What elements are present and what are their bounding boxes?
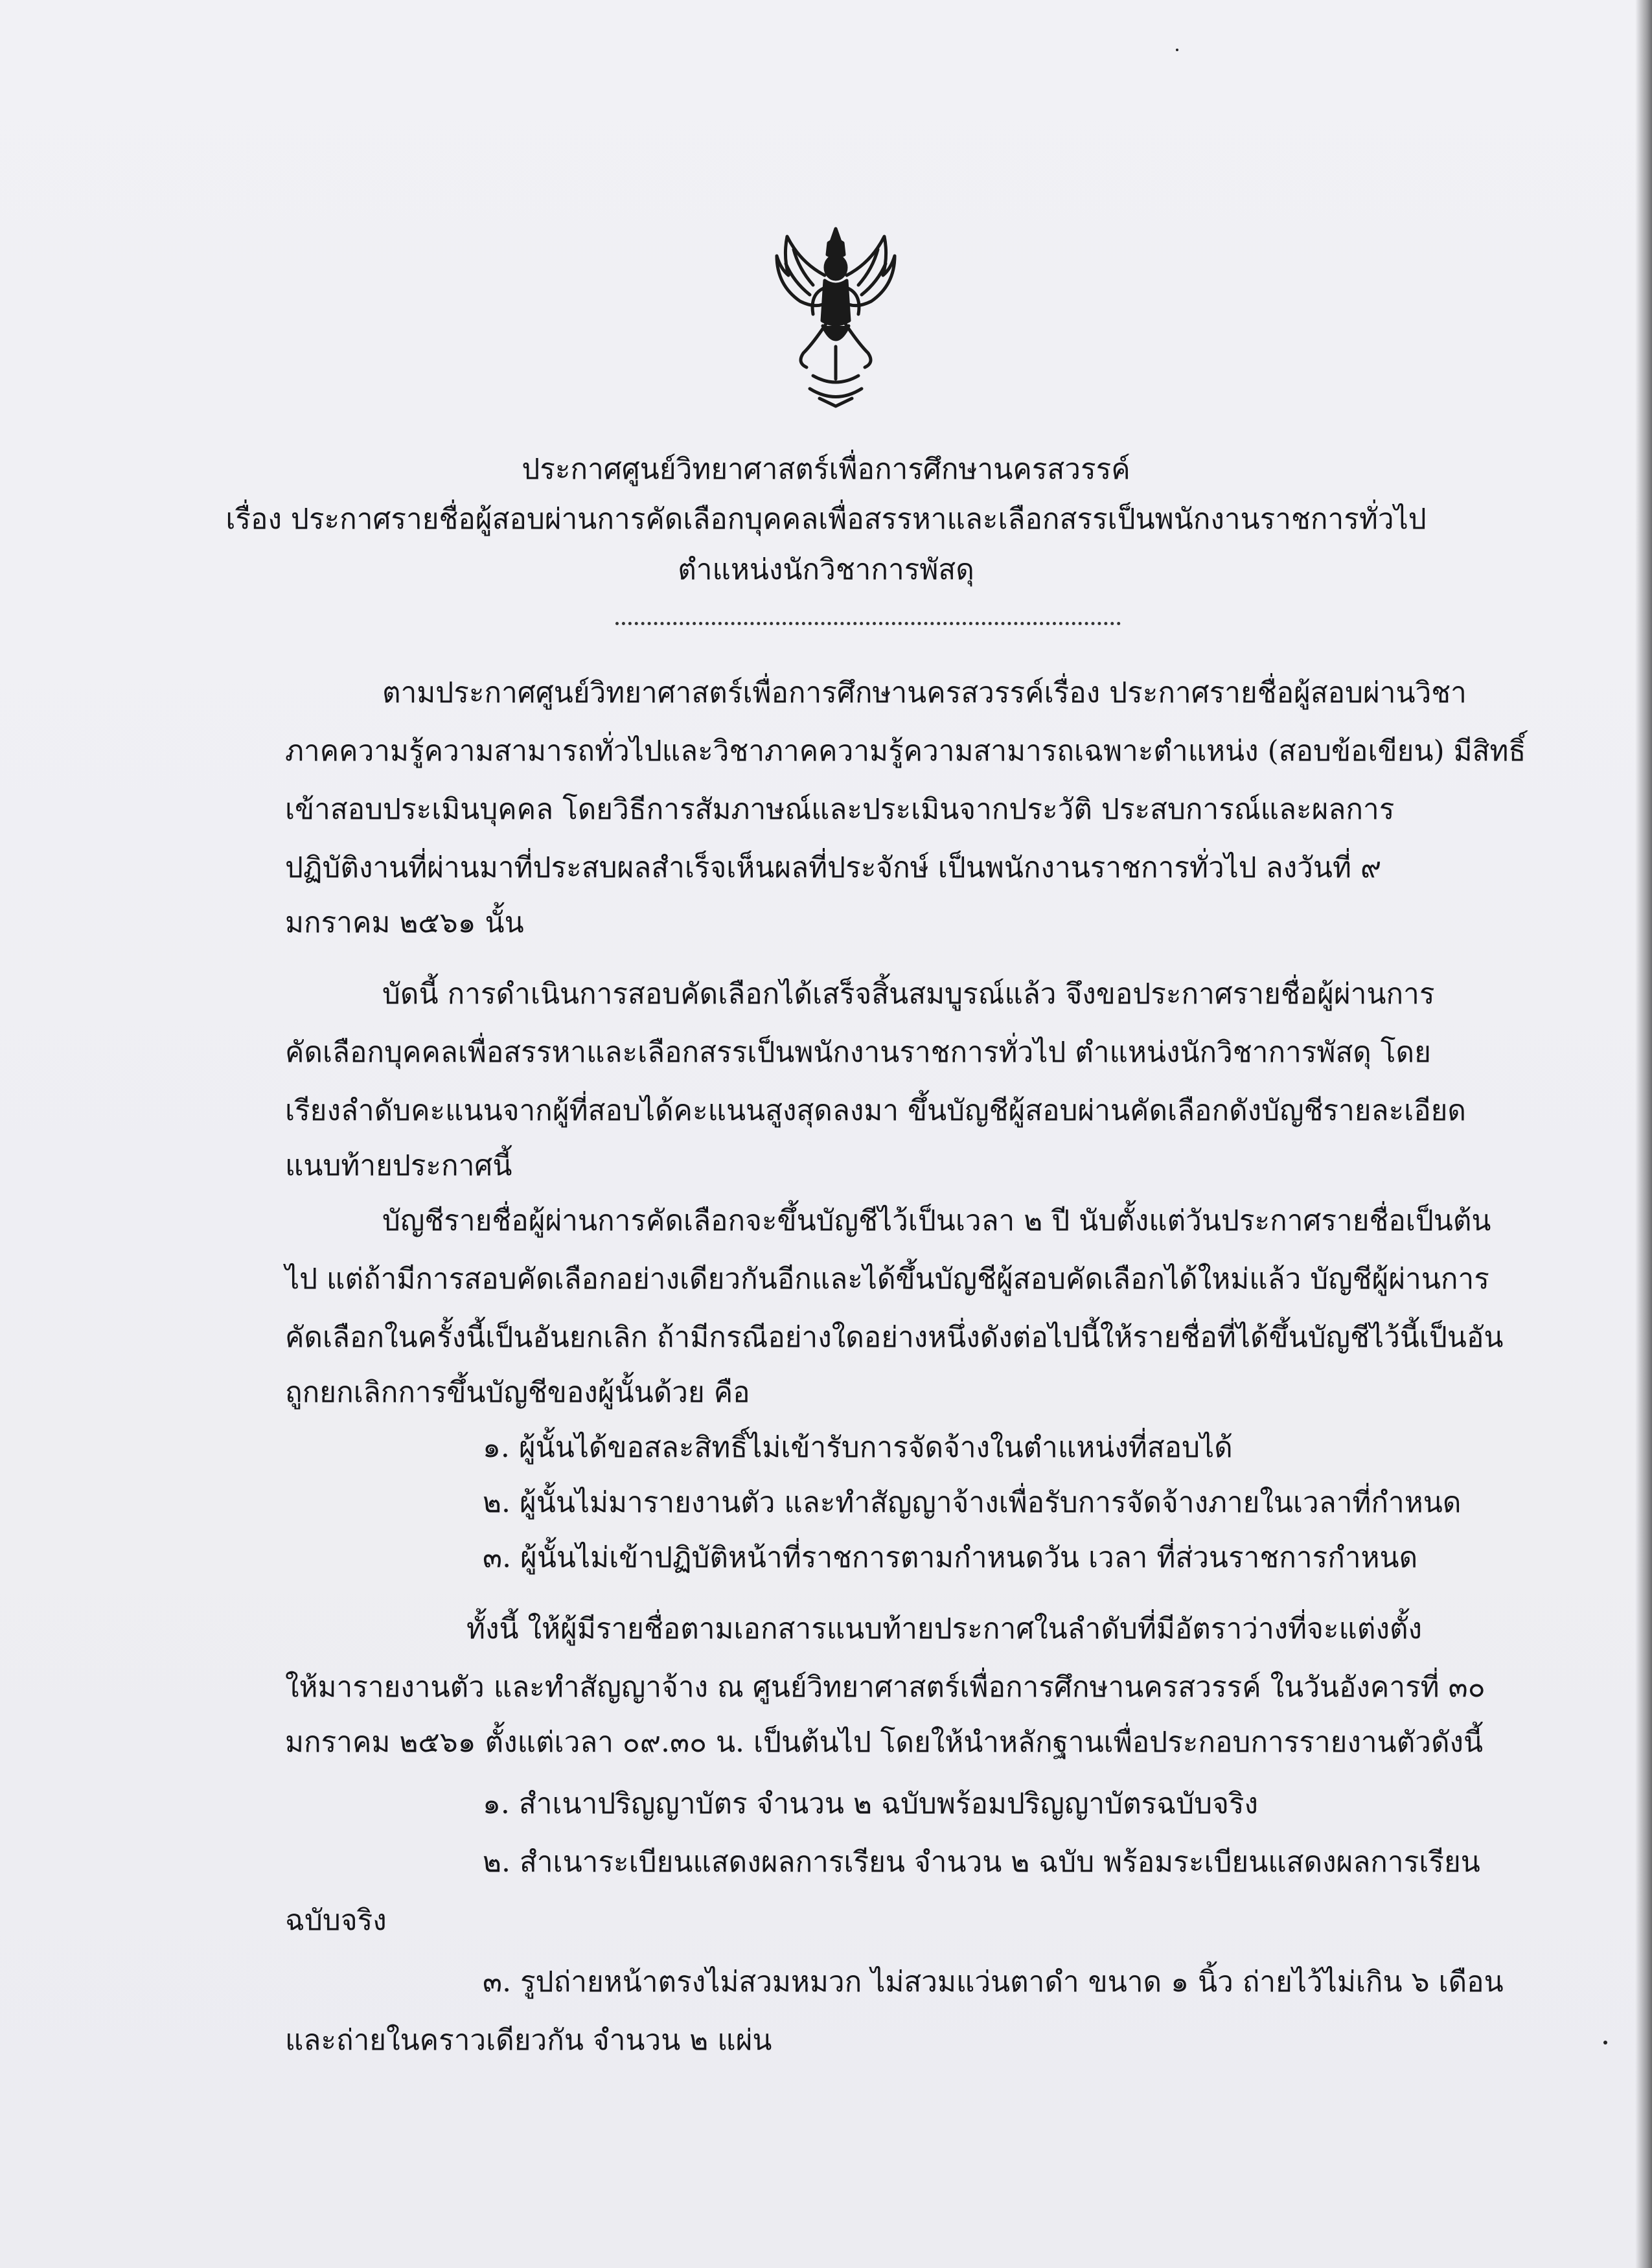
paragraph-4-line: มกราคม ๒๕๖๑ ตั้งแต่เวลา ๐๙.๓๐ น. เป็นต้นไป โดยให้นำหลักฐานเพื่อประกอบการรายงานตัวดังนี้ — [285, 1726, 1484, 1759]
paragraph-2-line: แนบท้ายประกาศนี้ — [285, 1149, 512, 1182]
scan-speck — [1176, 49, 1178, 51]
page-edge-shadow — [1635, 0, 1652, 2268]
paragraph-4-line: ให้มารายงานตัว และทำสัญญาจ้าง ณ ศูนย์วิทยาศาสตร์เพื่อการศึกษานครสวรรค์ ในวันอังคารที่ ๓๐ — [285, 1671, 1486, 1704]
paragraph-1-line: ตามประกาศศูนย์วิทยาศาสตร์เพื่อการศึกษานครสวรรค์เรื่อง ประกาศรายชื่อผู้สอบผ่านวิชา — [382, 676, 1467, 709]
paragraph-3-line: ถูกยกเลิกการขึ้นบัญชีของผู้นั้นด้วย คือ — [285, 1376, 750, 1409]
required-document-item: ๓. รูปถ่ายหน้าตรงไม่สวมหมวก ไม่สวมแว่นตาดำ ขนาด ๑ นิ้ว ถ่ายไว้ไม่เกิน ๖ เดือน — [483, 1965, 1504, 1999]
paragraph-1-line: ปฏิบัติงานที่ผ่านมาที่ประสบผลสำเร็จเห็นผลที่ประจักษ์ เป็นพนักงานราชการทั่วไป ลงวันที่ ๙ — [285, 851, 1382, 884]
announcement-subject: เรื่อง ประกาศรายชื่อผู้สอบผ่านการคัดเลือกบุคคลเพื่อสรรหาและเลือกสรรเป็นพนักงานราชการทั่วไป — [225, 503, 1427, 536]
dotted-separator — [615, 622, 1121, 625]
paragraph-3-line: บัญชีรายชื่อผู้ผ่านการคัดเลือกจะขึ้นบัญชีไว้เป็นเวลา ๒ ปี นับตั้งแต่วันประกาศรายชื่อเป็นต้น — [382, 1204, 1491, 1237]
paragraph-1-line: มกราคม ๒๕๖๑ นั้น — [285, 906, 524, 939]
announcement-position: ตำแหน่งนักวิชาการพัสดุ — [678, 553, 974, 586]
scan-speck — [1603, 2041, 1607, 2045]
paragraph-3-line: คัดเลือกในครั้งนี้เป็นอันยกเลิก ถ้ามีกรณีอย่างใดอย่างหนึ่งดังต่อไปนี้ให้รายชื่อที่ได้ขึ้นบัญชีไว้นี้เป็นอัน — [285, 1321, 1504, 1354]
paragraph-1-line: เข้าสอบประเมินบุคคล โดยวิธีการสัมภาษณ์และประเมินจากประวัติ ประสบการณ์และผลการ — [285, 793, 1395, 826]
paragraph-3-line: ไป แต่ถ้ามีการสอบคัดเลือกอย่างเดียวกันอีกและได้ขึ้นบัญชีผู้สอบคัดเลือกได้ใหม่แล้ว บัญชีผู้ผ่านการ — [285, 1263, 1489, 1296]
garuda-emblem-icon — [774, 223, 897, 408]
paragraph-2-line: บัดนี้ การดำเนินการสอบคัดเลือกได้เสร็จสิ้นสมบูรณ์แล้ว จึงขอประกาศรายชื่อผู้ผ่านการ — [382, 978, 1435, 1011]
cancel-condition-item: ๓. ผู้นั้นไม่เข้าปฏิบัติหน้าที่ราชการตามกำหนดวัน เวลา ที่ส่วนราชการกำหนด — [483, 1541, 1418, 1574]
cancel-condition-item: ๒. ผู้นั้นไม่มารายงานตัว และทำสัญญาจ้างเพื่อรับการจัดจ้างภายในเวลาที่กำหนด — [483, 1486, 1462, 1519]
required-document-item-continued: และถ่ายในคราวเดียวกัน จำนวน ๒ แผ่น — [285, 2024, 772, 2057]
paragraph-1-line: ภาคความรู้ความสามารถทั่วไปและวิชาภาคความรู้ความสามารถเฉพาะตำแหน่ง (สอบข้อเขียน) มีสิทธิ์ — [285, 735, 1526, 768]
paragraph-2-line: เรียงลำดับคะแนนจากผู้ที่สอบได้คะแนนสูงสุดลงมา ขึ้นบัญชีผู้สอบผ่านคัดเลือกดังบัญชีรายละเอียด — [285, 1094, 1466, 1127]
required-document-item-continued: ฉบับจริง — [285, 1904, 387, 1937]
announcement-title: ประกาศศูนย์วิทยาศาสตร์เพื่อการศึกษานครสวรรค์ — [522, 453, 1130, 486]
cancel-condition-item: ๑. ผู้นั้นได้ขอสละสิทธิ์ไม่เข้ารับการจัดจ้างในตำแหน่งที่สอบได้ — [483, 1431, 1233, 1464]
paragraph-4-line: ทั้งนี้ ให้ผู้มีรายชื่อตามเอกสารแนบท้ายประกาศในลำดับที่มีอัตราว่างที่จะแต่งตั้ง — [466, 1612, 1423, 1645]
required-document-item: ๑. สำเนาปริญญาบัตร จำนวน ๒ ฉบับพร้อมปริญญาบัตรฉบับจริง — [483, 1787, 1259, 1820]
required-document-item: ๒. สำเนาระเบียนแสดงผลการเรียน จำนวน ๒ ฉบับ พร้อมระเบียนแสดงผลการเรียน — [483, 1846, 1480, 1879]
paragraph-2-line: คัดเลือกบุคคลเพื่อสรรหาและเลือกสรรเป็นพนักงานราชการทั่วไป ตำแหน่งนักวิชาการพัสดุ โดย — [285, 1036, 1431, 1069]
